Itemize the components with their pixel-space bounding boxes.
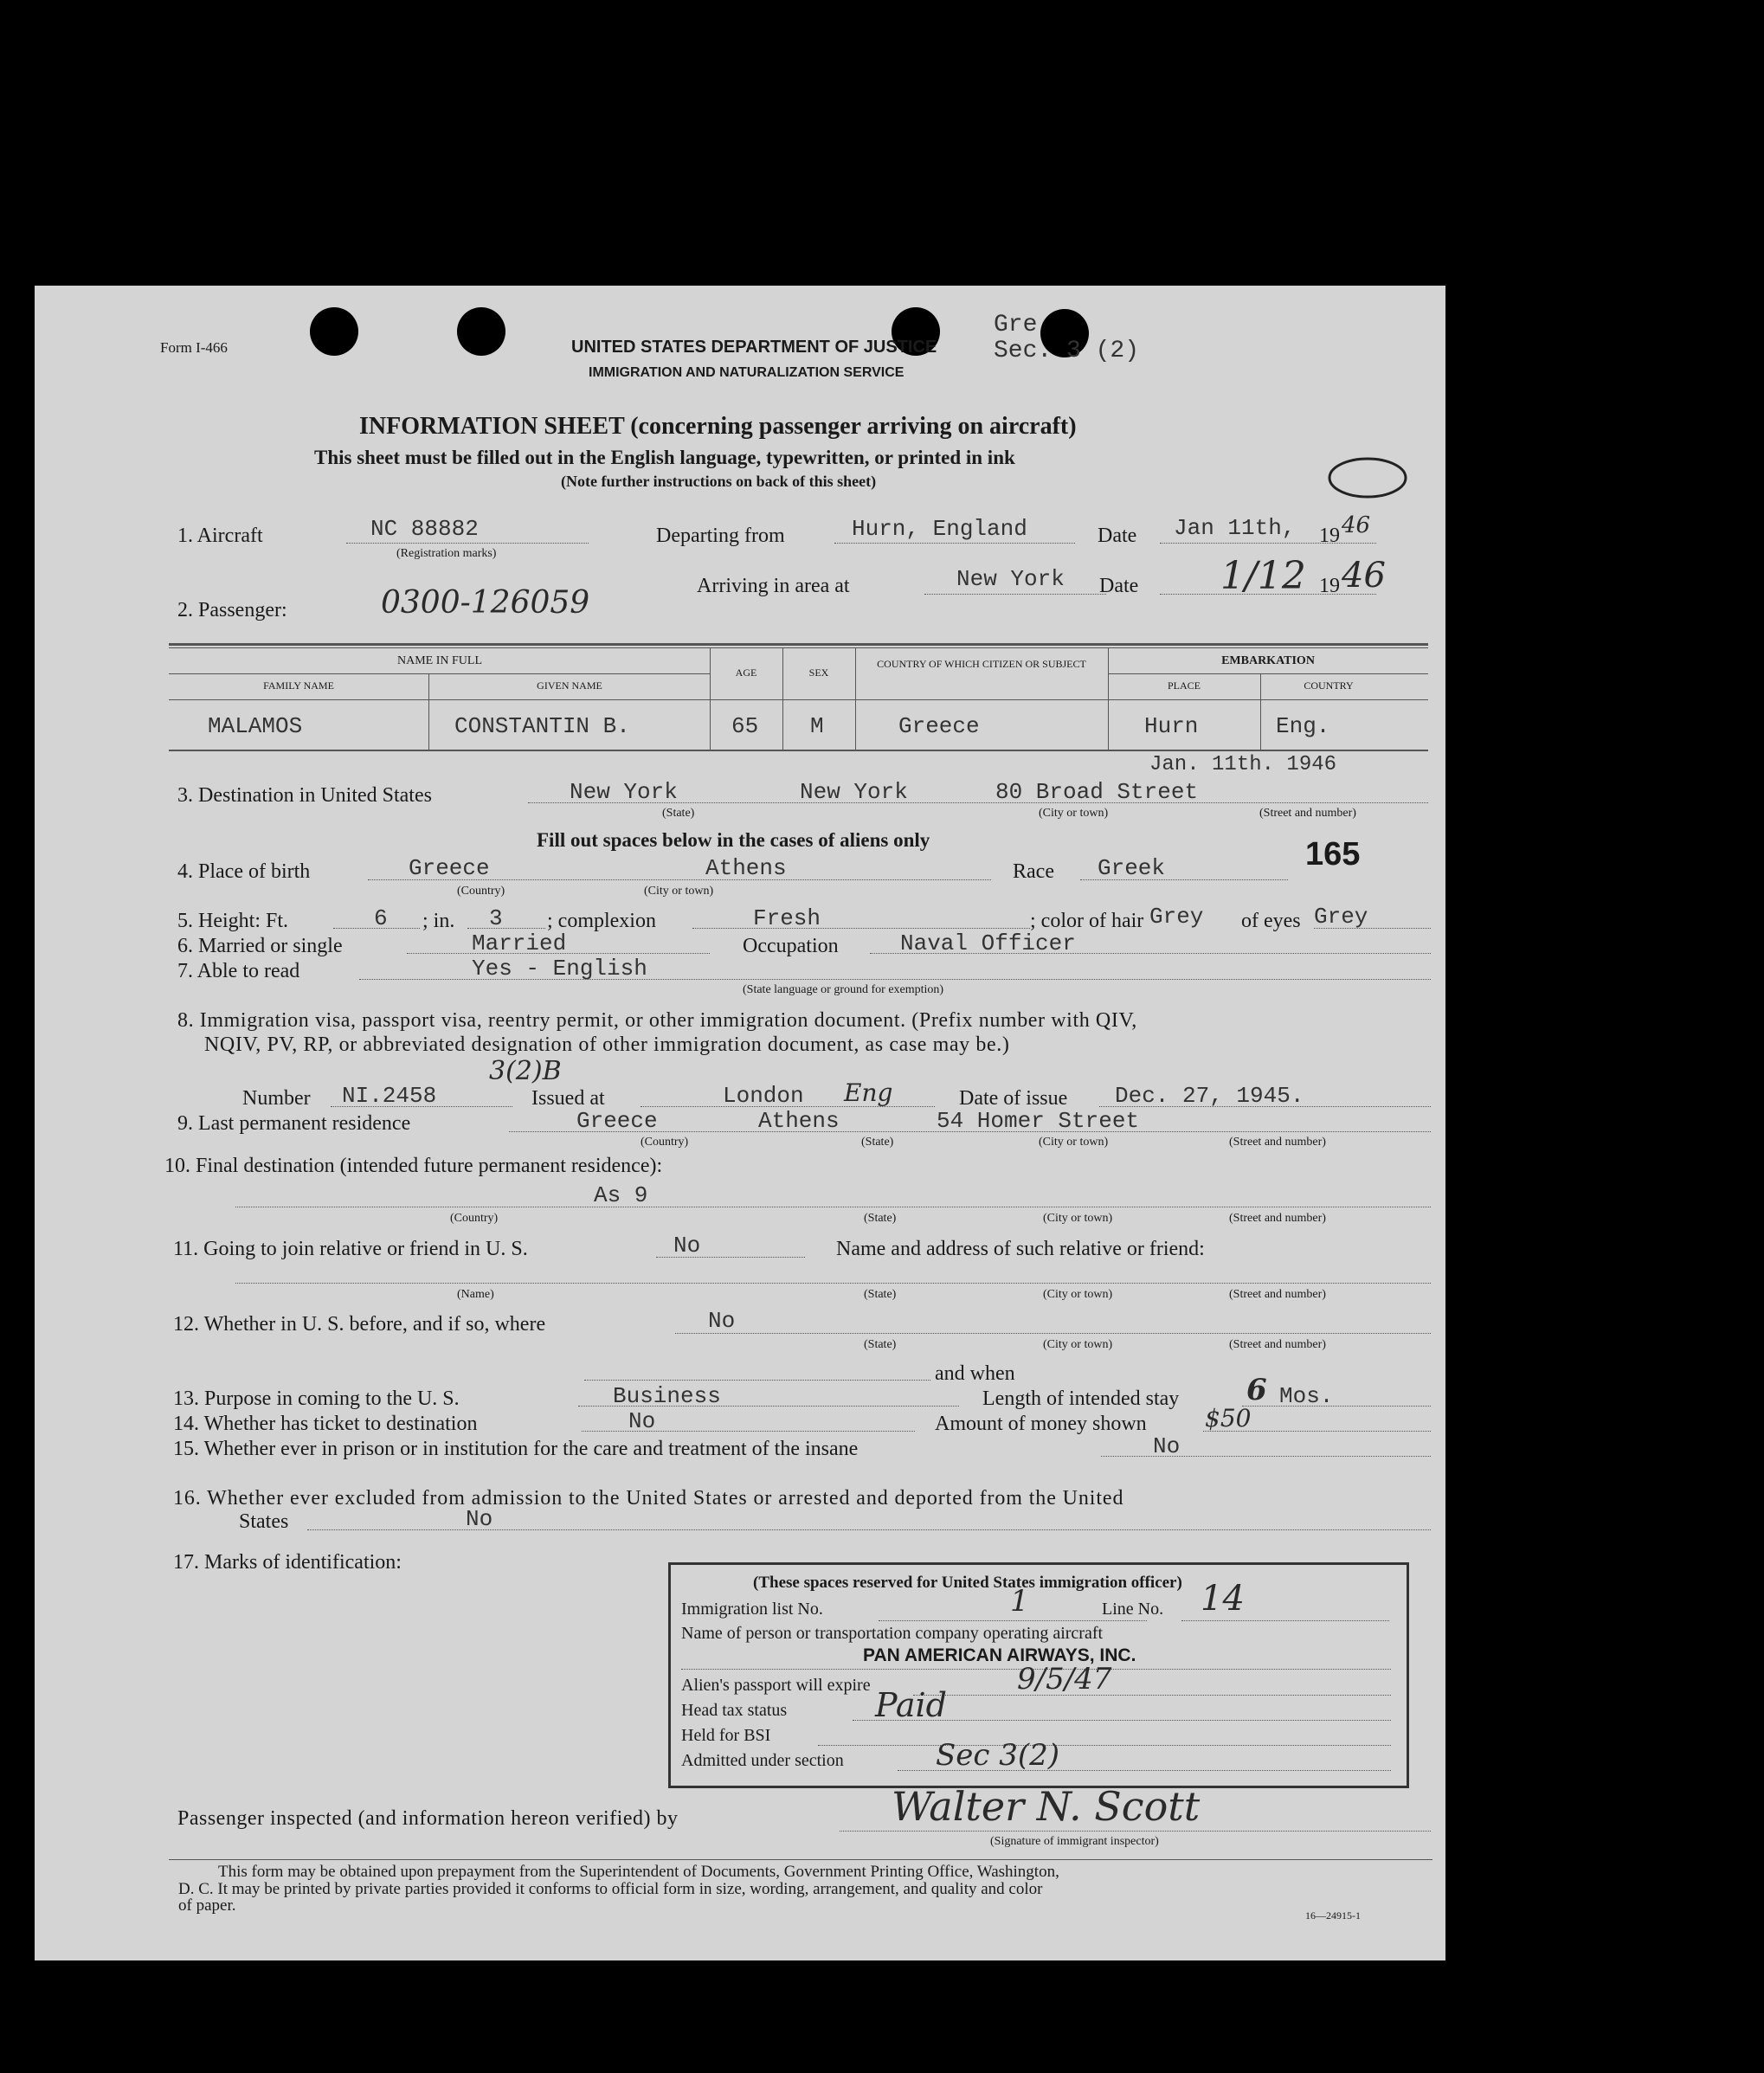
height-label: 5. Height: Ft.	[177, 910, 289, 932]
money-value: $50	[1205, 1404, 1252, 1432]
prison-value: No	[1153, 1433, 1181, 1459]
visa-text-line2: NQIV, PV, RP, or abbreviated designation of other immigration document, as case may be.)	[204, 1033, 1010, 1056]
aircraft-value: NC 88882	[370, 516, 479, 542]
departing-date-value: Jan 11th,	[1174, 515, 1296, 541]
tax-label: Head tax status	[681, 1701, 788, 1720]
city-caption: (City or town)	[1043, 1212, 1113, 1225]
before-label: 12. Whether in U. S. before, and if so, where	[173, 1313, 546, 1336]
embarkation-header: EMBARKATION	[1221, 654, 1315, 667]
passenger-label: 2. Passenger:	[177, 599, 287, 621]
circle-mark-icon	[1324, 452, 1411, 504]
state-caption: (State)	[864, 1338, 897, 1351]
embark-country-header: COUNTRY	[1304, 679, 1354, 692]
signature-caption: (Signature of immigrant inspector)	[990, 1835, 1159, 1848]
departing-label: Departing from	[656, 525, 785, 547]
read-value: Yes - English	[472, 956, 647, 982]
residence-street: 54 Homer Street	[937, 1108, 1140, 1134]
visa-date-label: Date of issue	[959, 1087, 1068, 1110]
country-caption: (Country)	[641, 1136, 689, 1149]
registration-caption: (Registration marks)	[396, 547, 497, 560]
destination-state: New York	[570, 779, 678, 805]
line-value: 14	[1201, 1579, 1245, 1619]
officer-box-heading: (These spaces reserved for United States immigration officer)	[753, 1574, 1182, 1592]
form-code: 16—24915-1	[1305, 1909, 1361, 1922]
information-sheet	[35, 286, 1445, 1960]
year-prefix: 19	[1319, 525, 1340, 547]
passenger-number: 0300-126059	[381, 585, 590, 621]
state-caption: (State)	[861, 1136, 894, 1149]
tax-value: Paid	[875, 1686, 947, 1724]
birth-country: Greece	[409, 855, 490, 881]
stay-number: 6	[1246, 1373, 1267, 1407]
arriving-year: 46	[1342, 556, 1386, 596]
service-name: IMMIGRATION AND NATURALIZATION SERVICE	[589, 365, 905, 380]
complexion-value: Fresh	[753, 905, 821, 931]
read-caption: (State language or ground for exemption)	[743, 983, 944, 996]
company-value: PAN AMERICAN AIRWAYS, INC.	[863, 1645, 1136, 1665]
section-label: Admitted under section	[681, 1751, 844, 1770]
line-label: Line No.	[1102, 1600, 1164, 1619]
punch-hole	[457, 307, 505, 356]
street-caption: (Street and number)	[1229, 1338, 1326, 1351]
inspector-signature: Walter N. Scott	[892, 1783, 1201, 1830]
hair-label: ; color of hair	[1030, 910, 1144, 932]
birth-city: Athens	[705, 855, 787, 881]
form-number: Form I-466	[160, 339, 228, 356]
race-label: Race	[1013, 860, 1054, 883]
country-caption: (Country)	[450, 1212, 499, 1225]
city-caption: (City or town)	[1043, 1288, 1113, 1301]
visa-date-value: Dec. 27, 1945.	[1115, 1083, 1304, 1109]
birth-label: 4. Place of birth	[177, 860, 311, 883]
destination-street: 80 Broad Street	[995, 779, 1199, 805]
hair-value: Grey	[1149, 904, 1204, 930]
name-in-full-header: NAME IN FULL	[397, 654, 482, 667]
given-name-header: GIVEN NAME	[537, 679, 602, 692]
marital-label: 6. Married or single	[177, 935, 343, 957]
footer-line2: D. C. It may be printed by private parties provided it conforms to official form in size, wording, arrangement, and quality and color	[178, 1880, 1043, 1898]
punch-hole	[310, 307, 358, 356]
page-title: INFORMATION SHEET (concerning passenger arriving on aircraft)	[359, 413, 1077, 440]
eyes-label: of eyes	[1241, 910, 1301, 932]
passport-label: Alien's passport will expire	[681, 1676, 871, 1695]
excluded-label-line2: States	[239, 1510, 289, 1533]
state-caption: (State)	[864, 1212, 897, 1225]
occupation-label: Occupation	[743, 935, 839, 957]
purpose-value: Business	[613, 1383, 721, 1409]
visa-handwritten-note: 3(2)B	[489, 1056, 562, 1086]
officer-reserved-box	[668, 1562, 1409, 1788]
final-destination-value: As 9	[594, 1182, 648, 1208]
aliens-heading: Fill out spaces below in the cases of aliens only	[537, 829, 930, 851]
height-inches: 3	[489, 905, 503, 931]
margin-note: Gre	[994, 312, 1038, 338]
arriving-value: New York	[956, 566, 1065, 592]
section-value: Sec 3(2)	[936, 1738, 1060, 1773]
eyes-value: Grey	[1314, 904, 1368, 930]
state-caption: (State)	[864, 1288, 897, 1301]
page-note: (Note further instructions on back of this sheet)	[561, 473, 877, 490]
embark-date-value: Jan. 11th. 1946	[1149, 753, 1337, 776]
street-caption: (Street and number)	[1259, 807, 1356, 820]
page-subtitle: This sheet must be filled out in the English language, typewritten, or printed in ink	[314, 447, 1015, 468]
street-caption: (Street and number)	[1229, 1136, 1326, 1149]
city-caption: (City or town)	[644, 885, 714, 898]
sex-value: M	[810, 713, 824, 739]
footer-line3: of paper.	[178, 1896, 236, 1915]
state-caption: (State)	[662, 807, 695, 820]
inspection-label: Passenger inspected (and information hereon verified) by	[177, 1807, 679, 1830]
residence-country: Greece	[576, 1108, 658, 1134]
list-value: 1	[1010, 1584, 1029, 1619]
ticket-label: 14. Whether has ticket to destination	[173, 1413, 478, 1435]
read-label: 7. Able to read	[177, 960, 300, 982]
departing-date-label: Date	[1098, 525, 1137, 547]
join-name-label: Name and address of such relative or friend:	[836, 1238, 1205, 1260]
bsi-label: Held for BSI	[681, 1726, 771, 1745]
stay-unit: Mos.	[1279, 1383, 1334, 1409]
prison-label: 15. Whether ever in prison or in institution for the care and treatment of the insane	[173, 1438, 859, 1460]
arriving-date-label: Date	[1099, 575, 1139, 597]
departing-year: 46	[1342, 512, 1371, 538]
occupation-value: Naval Officer	[900, 930, 1076, 956]
join-label: 11. Going to join relative or friend in U. S.	[173, 1238, 528, 1260]
name-caption: (Name)	[457, 1288, 494, 1301]
residence-label: 9. Last permanent residence	[177, 1112, 411, 1135]
arriving-label: Arriving in area at	[697, 575, 850, 597]
sex-header: SEX	[808, 666, 829, 679]
purpose-label: 13. Purpose in coming to the U. S.	[173, 1387, 460, 1410]
citizenship-value: Greece	[898, 713, 980, 739]
final-destination-label: 10. Final destination (intended future permanent residence):	[164, 1155, 663, 1177]
destination-city: New York	[800, 779, 908, 805]
stamp-number: 165	[1305, 836, 1361, 872]
before-value: No	[708, 1308, 736, 1334]
marks-label: 17. Marks of identification:	[173, 1551, 402, 1574]
departing-value: Hurn, England	[852, 516, 1027, 542]
street-caption: (Street and number)	[1229, 1212, 1326, 1225]
embark-place-value: Hurn	[1144, 713, 1199, 739]
race-value: Greek	[1098, 855, 1166, 881]
complexion-label: ; complexion	[547, 910, 656, 932]
company-label: Name of person or transportation company operating aircraft	[681, 1624, 1104, 1643]
height-feet: 6	[374, 905, 388, 931]
marital-value: Married	[472, 930, 567, 956]
citizenship-header: COUNTRY OF WHICH CITIZEN OR SUBJECT	[877, 658, 1086, 670]
family-name-header: FAMILY NAME	[263, 679, 334, 692]
family-name-value: MALAMOS	[208, 713, 303, 739]
visa-issued-note: Eng	[844, 1078, 893, 1107]
country-caption: (Country)	[457, 885, 505, 898]
year-prefix: 19	[1319, 575, 1340, 597]
given-name-value: CONSTANTIN B.	[454, 713, 630, 739]
visa-number-label: Number	[242, 1087, 311, 1110]
city-caption: (City or town)	[1043, 1338, 1113, 1351]
arriving-date-value: 1/12	[1220, 554, 1306, 598]
excluded-label-line1: 16. Whether ever excluded from admission to the United States or arrested and deported from the United	[173, 1487, 1124, 1510]
city-caption: (City or town)	[1039, 1136, 1109, 1149]
visa-text-line1: 8. Immigration visa, passport visa, reentry permit, or other immigration document. (Prefix number with QIV,	[177, 1009, 1137, 1032]
embark-country-value: Eng.	[1276, 713, 1330, 739]
embark-place-header: PLACE	[1167, 679, 1201, 692]
before-when-label: and when	[935, 1362, 1015, 1385]
visa-issued-label: Issued at	[531, 1087, 605, 1110]
ticket-value: No	[628, 1408, 656, 1434]
residence-city: Athens	[758, 1108, 840, 1134]
age-header: AGE	[735, 666, 757, 679]
aircraft-label: 1. Aircraft	[177, 525, 263, 547]
street-caption: (Street and number)	[1229, 1288, 1326, 1301]
city-caption: (City or town)	[1039, 807, 1109, 820]
visa-issued-value: London	[723, 1083, 804, 1109]
stay-label: Length of intended stay	[982, 1387, 1180, 1410]
excluded-value: No	[466, 1506, 493, 1532]
join-value: No	[673, 1233, 701, 1259]
inches-label: ; in.	[422, 910, 455, 932]
section-note: Sec. 3 (2)	[994, 338, 1140, 364]
age-value: 65	[731, 713, 759, 739]
destination-label: 3. Destination in United States	[177, 784, 432, 807]
footer-line1: This form may be obtained upon prepayment from the Superintendent of Documents, Government Printing Office, Washington,	[218, 1863, 1059, 1881]
money-label: Amount of money shown	[935, 1413, 1147, 1435]
list-label: Immigration list No.	[681, 1600, 823, 1619]
passport-value: 9/5/47	[1017, 1662, 1112, 1696]
department-name: UNITED STATES DEPARTMENT OF JUSTICE	[571, 338, 937, 357]
visa-number-value: NI.2458	[342, 1083, 437, 1109]
